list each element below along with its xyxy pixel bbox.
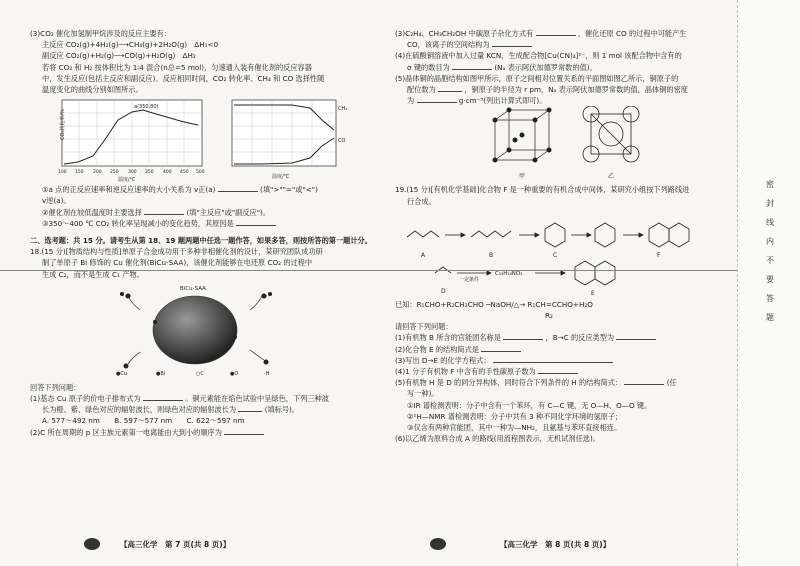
q3-right-2 xyxy=(395,39,710,50)
q19-b2 xyxy=(395,344,710,355)
figure-label: BiCu-SAA xyxy=(180,285,206,292)
answer-blank[interactable] xyxy=(503,332,543,340)
seal-strip xyxy=(737,0,800,566)
figure-jia: 甲 xyxy=(519,173,526,181)
q18-a1c xyxy=(30,404,380,415)
q18-line-3: 生成 C₂，而不是生成 C₁ 产物。 xyxy=(42,269,144,279)
q18-a1-options: A. 577～492 nm B. 597～577 nm C. 622～597 nm xyxy=(42,416,245,426)
label-D: D xyxy=(441,287,446,295)
legend-cu: ●Cu xyxy=(116,370,128,377)
r2-text: CO，该离子的空间结构为 xyxy=(407,40,490,50)
a1-text: (1)基态 Cu 原子的价电子排布式为 xyxy=(30,394,141,404)
chart1-ylabel: CO₂转化率/% xyxy=(60,109,66,141)
answer-blank[interactable] xyxy=(236,218,276,226)
q4-right-2 xyxy=(395,62,710,73)
answer-title-right: 请回答下列问题： xyxy=(395,322,453,332)
answer-blank[interactable] xyxy=(143,393,183,401)
answer-blank[interactable] xyxy=(238,404,262,412)
planar-diagram xyxy=(583,106,639,162)
sub2-text: ②催化剂在较低温度时主要选择 xyxy=(42,207,142,217)
logo-icon xyxy=(430,538,446,550)
co-label: CO xyxy=(338,138,346,145)
r6-text-b: ，铜原子的半径为 r pm，Nₐ 表示阿伏加德罗常数的值，晶体铜的密度 xyxy=(464,85,688,95)
b1-text: (1)有机物 B 所含的官能团名称是 xyxy=(395,333,501,343)
label-C: C xyxy=(553,251,558,259)
answer-blank[interactable] xyxy=(481,344,521,352)
q3-intro: (3)CO₂ 催化加氢制甲烷涉及的反应主要有： xyxy=(30,29,172,38)
answer-blank[interactable] xyxy=(438,84,462,92)
r4-text: σ 键的数目为 xyxy=(407,62,450,72)
tick: 100 xyxy=(58,170,67,176)
known-reaction: 已知：R₁CHO+R₂CH₂CHO ─NaOH/△→ R₁CH=CCHO+H₂O xyxy=(395,299,593,309)
left-column xyxy=(30,28,380,438)
answer-blank[interactable] xyxy=(624,377,664,385)
b5-text-b: (任 xyxy=(666,378,677,388)
co2-conversion-chart xyxy=(48,98,208,182)
chart2-xlabel: 温度/℃ xyxy=(272,174,290,181)
catalyst-figure xyxy=(30,282,380,380)
q3-text-1: 若将 CO₂ 和 H₂ 按体积比为 1∶4 混合(n总=5 mol)，匀速通入装有催化剂的反应容器 xyxy=(42,62,312,72)
b4-text: (4)1 分子有机物 F 中含有的手性碳原子数为 xyxy=(395,367,536,377)
q18-line-1: 18.(15 分)[物质结构与性质]单原子合金成功用于多种非相催化剂的设计，某研究团队成功研 xyxy=(30,247,323,257)
sub1-text: ①a 点的正反应速率和逆反应速率的大小关系为 v正(a) xyxy=(42,185,216,195)
q5-right-3 xyxy=(395,95,710,106)
side-reaction: 副反应 CO₂(g)+H₂(g)⟶CO(g)+H₂O(g) ΔH₂ xyxy=(42,51,196,61)
tick: 350 xyxy=(145,170,154,176)
q18-a2 xyxy=(30,427,380,438)
tick: 500 xyxy=(196,170,205,176)
logo-icon xyxy=(84,538,100,550)
q3-text-2: 中，发生反应(包括主反应和副反应)。反应相同时间，CO₂ 转化率、CH₄ 和 CO 选择性随 xyxy=(42,73,325,83)
crystal-figures xyxy=(395,106,710,184)
condition-text: 一定条件 xyxy=(459,276,480,283)
r4-text-b: (Nₐ 表示阿伏加德罗常数的值)。 xyxy=(494,62,597,72)
legend-bi: ●Bi xyxy=(156,370,166,377)
b2-text: (2)化合物 E 的结构简式是 xyxy=(395,344,479,354)
sub2-hint: (填"主反应"或"副反应")。 xyxy=(186,207,271,217)
a1-text-b: 。铜元素能在焰色试验中呈绿色，下列三种波 xyxy=(185,394,329,404)
r1-text: (3)C₂H₄、CH₃CH₂OH 中碳原子杂化方式有 xyxy=(395,29,534,38)
answer-blank[interactable] xyxy=(492,39,532,47)
answer-blank[interactable] xyxy=(536,28,576,36)
sub-question-3 xyxy=(30,218,380,229)
q19-b5-2: ②¹H—NMR 谱检测表明：分子中共有 3 种不同化学环境的氢原子； xyxy=(407,411,623,421)
q18-line-2: 制了单原子 Bi 修饰的 Cu 催化剂(BiCu-SAA)，该催化剂能够在电还原 CO₂ 的过程中 xyxy=(42,258,313,268)
answer-blank[interactable] xyxy=(218,184,258,192)
q19-line-1: 19.(15 分)[有机化学基础]化合物 F 是一种重要的有机合成中间体，某研究小组按下列路线进 xyxy=(395,185,690,195)
q19-b4 xyxy=(395,366,710,377)
ch4-label: CH₄ xyxy=(338,106,348,113)
answer-blank[interactable] xyxy=(493,355,613,363)
q19-b1 xyxy=(395,332,710,343)
main-reaction: 主反应 CO₂(g)+4H₂(g)⟶CH₄(g)+2H₂O(g) ΔH₁<0 xyxy=(42,40,219,50)
answer-blank[interactable] xyxy=(144,207,184,215)
q3-text-3: 温度变化的曲线分别如图所示。 xyxy=(42,85,143,95)
answer-blank[interactable] xyxy=(452,62,492,70)
peak-label: a(350,80) xyxy=(134,104,159,111)
section-title: 二、选考题：共 15 分。请考生从第 18、19 题两题中任选一题作答，如果多答，则按所答的第一题计分。 xyxy=(30,236,372,246)
sub1-tail: v逆(a)。 xyxy=(42,196,71,206)
r1-text-b: ，催化还原 CO 的过程中可能产生 xyxy=(577,29,687,38)
q18-a1 xyxy=(30,393,380,404)
answer-blank[interactable] xyxy=(224,427,264,435)
known-r2: R₂ xyxy=(545,311,553,321)
tick: 400 xyxy=(163,170,172,176)
label-F: F xyxy=(657,251,661,259)
molecular-formula: C₁₃H₁₆NO₃ xyxy=(495,270,523,277)
charts-row xyxy=(48,98,380,182)
r6-text: 配位数为 xyxy=(407,85,436,95)
answer-blank[interactable] xyxy=(538,366,578,374)
q19-b3 xyxy=(395,355,710,366)
q5-right-2 xyxy=(395,84,710,95)
q19-line-2: 行合成。 xyxy=(407,196,436,206)
tick: 300 xyxy=(128,170,137,176)
selectivity-chart xyxy=(222,98,352,182)
r7-text-b: g·cm⁻³(列出计算式即可)。 xyxy=(458,96,547,106)
legend-c: ○C xyxy=(196,370,204,377)
label-B: B xyxy=(489,251,494,259)
sub-question-2 xyxy=(30,207,380,218)
label-E: E xyxy=(591,289,595,297)
b1-text-b: ，B→C 的反应类型为 xyxy=(545,333,615,343)
label-A: A xyxy=(421,251,426,259)
q19-b5 xyxy=(395,377,710,388)
legend-o: ●O xyxy=(230,370,239,377)
seal-text: 密封线内不要答题 xyxy=(766,180,774,322)
b3-text: (3)写出 D→E 的化学方程式： xyxy=(395,355,491,365)
fold-line xyxy=(0,270,800,271)
figure-yi: 乙 xyxy=(608,173,615,181)
answer-title: 回答下列问题： xyxy=(30,382,81,392)
r7-text: 为 xyxy=(407,96,415,106)
q4-right: (4)在硫酸铜溶液中加入过量 KCN，生成配合物[Cu(CN)₄]²⁻，则 1 mol 该配合物中含有的 xyxy=(395,51,682,61)
a2-text: (2)C 所在周期的 p 区主族元素第一电离能由大到小的顺序为 xyxy=(30,427,222,437)
right-column xyxy=(395,28,710,444)
q19-b5-1: ①IR 谱检测表明：分子中含有一个苯环，有 C—C 键，无 O—H、O—O 键。 xyxy=(407,400,652,410)
answer-blank[interactable] xyxy=(417,95,457,103)
sub1-hint: (填">""="或"<") xyxy=(260,185,318,195)
synthesis-route xyxy=(395,207,710,299)
catalyst-illustration xyxy=(30,282,360,380)
q3-right xyxy=(395,28,710,39)
sub-question-1 xyxy=(30,184,380,195)
q19-b5c: 写一种)。 xyxy=(407,389,439,399)
tick: 450 xyxy=(180,170,189,176)
tick: 150 xyxy=(75,170,84,176)
answer-blank[interactable] xyxy=(616,332,656,340)
q5-right: (5)晶体铜的晶胞结构如图甲所示，原子之间相对位置关系的平面图如图乙所示，铜原子的 xyxy=(395,73,679,83)
tick: 200 xyxy=(93,170,102,176)
b5-text: (5)有机物 H 是 D 的同分异构体，同时符合下列条件的 H 的结构简式： xyxy=(395,378,623,388)
sub3-text: ③350～400 ℃ CO₂ 转化率呈现减小的变化趋势，其原因是 xyxy=(42,218,234,228)
chart1-xlabel: 温度/℃ xyxy=(118,177,136,183)
a1-text-d: (填标号)。 xyxy=(264,405,300,415)
q19-b5-3: ③仅含有两种官能团，其中一种为—NH₂，且氨基与苯环直接相连。 xyxy=(407,423,622,433)
q19-b6: (6)以乙烯为原料合成 A 的路线(用流程图表示，无机试剂任选)。 xyxy=(395,434,600,444)
tick: 250 xyxy=(110,170,119,176)
a1-text-c: 长为橙、紫、绿色对应的辐射波长，则绿色对应的辐射波长为 xyxy=(42,405,237,415)
page-footer-left: 【高三化学 第 7 页(共 8 页)】 xyxy=(120,540,231,549)
page-footer-right: 【高三化学 第 8 页(共 8 页)】 xyxy=(500,540,611,549)
legend-h: ·H xyxy=(264,370,270,377)
